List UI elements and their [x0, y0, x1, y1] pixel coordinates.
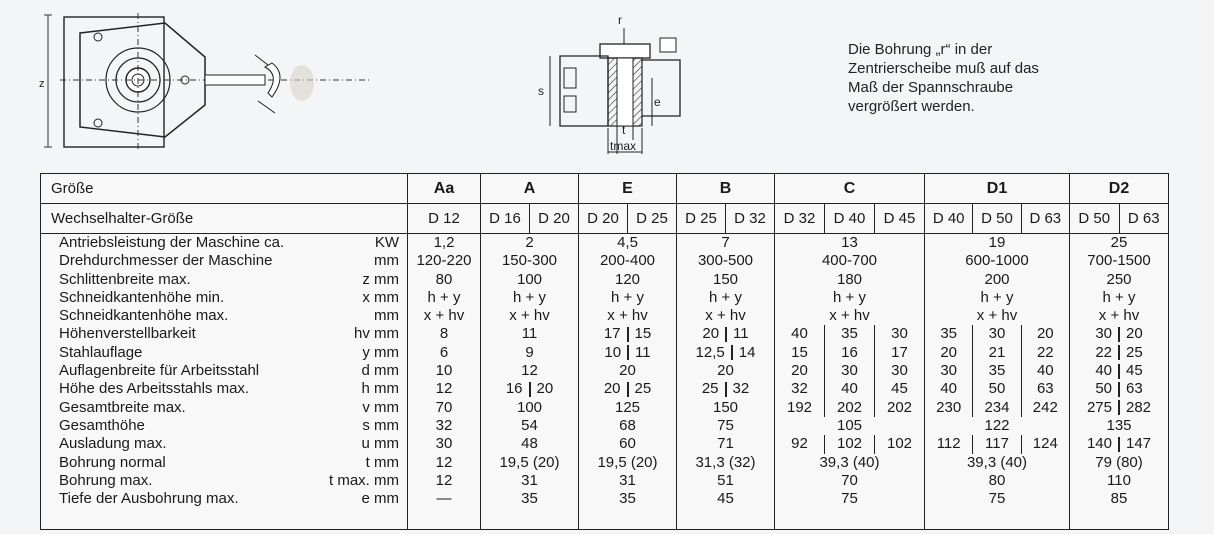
value-part: 17: [874, 344, 924, 362]
value-cell: 54: [521, 416, 538, 434]
size-column-a: [481, 234, 579, 530]
size-header-cell: Aa: [408, 174, 481, 204]
holder-size: D 20: [538, 210, 570, 227]
value-separator: [731, 345, 733, 360]
value-part: 11: [635, 343, 651, 361]
value-cell: 35: [521, 490, 538, 508]
value-cell: 120-220: [416, 252, 472, 270]
holder-size: D 63: [1127, 210, 1160, 227]
value-cell: [925, 380, 1069, 398]
value-cell: [775, 399, 924, 417]
value-part: 30: [874, 362, 924, 380]
value-cell: 4,5: [617, 234, 638, 251]
value-cell: x + hv: [1098, 307, 1140, 325]
value-cell: 150-300: [501, 252, 558, 270]
t-dimension-label: t: [622, 123, 626, 137]
holder-size: D 45: [883, 210, 916, 227]
holder-cell: [481, 204, 579, 234]
row-unit: hv mm: [354, 325, 399, 343]
row-unit: mm: [374, 307, 399, 325]
value-cell: [1070, 435, 1168, 453]
holder-header-row: [41, 204, 1169, 234]
value-cell: 250: [1106, 270, 1132, 288]
row-unit: e mm: [361, 490, 399, 508]
value-cell: 300-500: [697, 252, 754, 270]
value-part: 30: [1095, 325, 1112, 343]
row-label: Drehdurchmesser der Maschine: [59, 252, 273, 270]
holder-cell: [775, 204, 925, 234]
size-column-aa: [408, 234, 481, 530]
value-part: 14: [738, 343, 756, 361]
value-part: 22: [1095, 343, 1112, 361]
value-part: 202: [824, 399, 874, 417]
value-part: 12,5: [695, 343, 725, 361]
value-cell: 71: [717, 435, 734, 453]
value-cell: 30: [435, 435, 453, 453]
value-cell: 19,5 (20): [499, 453, 560, 471]
row-labels: [41, 234, 319, 508]
value-separator: [1118, 327, 1120, 342]
value-separator: [627, 382, 629, 397]
row-unit: t mm: [365, 453, 399, 471]
value-cell: 70: [435, 398, 453, 416]
value-part: 17: [603, 325, 621, 343]
value-cell: [1070, 344, 1168, 362]
value-separator: [1118, 345, 1120, 360]
value-cell: 25: [1110, 234, 1128, 251]
value-cell: [925, 399, 1069, 417]
holder-size: D 12: [428, 210, 460, 227]
value-cell: 200: [984, 270, 1010, 288]
row-unit: z mm: [362, 270, 399, 288]
note-line: Zentrierscheibe muß auf das: [848, 60, 1039, 77]
specification-table: [40, 173, 1169, 530]
value-cell: 20: [717, 362, 734, 380]
row-label: Auflagenbreite für Arbeitsstahl: [59, 362, 260, 380]
value-cell: h + y: [611, 288, 644, 306]
value-cell: 80: [988, 471, 1006, 489]
value-part: 32: [791, 380, 808, 398]
value-cell: 80: [435, 270, 453, 288]
size-column-d2: [1070, 234, 1169, 530]
row-unit: d mm: [361, 362, 399, 380]
holder-cell: [1070, 204, 1169, 234]
value-part: 282: [1126, 398, 1152, 416]
size-header-cell: C: [775, 174, 925, 204]
value-cell: [775, 344, 924, 362]
holder-size: D 50: [1070, 204, 1120, 233]
value-separator: [627, 345, 629, 360]
value-cell: 70: [841, 471, 858, 489]
value-cell: h + y: [980, 288, 1014, 306]
value-part: 20: [791, 362, 808, 380]
value-part: 192: [786, 398, 813, 416]
row-label: Höhe des Arbeitsstahls max.: [59, 380, 250, 398]
holder-size: D 50: [973, 204, 1021, 233]
row-label: Schneidkantenhöhe max.: [59, 307, 229, 325]
row-label: Bohrung normal: [59, 453, 166, 471]
spec-label-column: [41, 234, 408, 530]
row-label: Schlittenbreite max.: [59, 270, 191, 288]
value-part: 16: [505, 380, 523, 398]
size-header-cell: E: [579, 174, 677, 204]
size-header-cell: A: [481, 174, 579, 204]
value-part: 202: [874, 399, 924, 417]
value-cell: [579, 325, 676, 343]
value-cell: 39,3 (40): [966, 453, 1028, 471]
value-part: 40: [824, 380, 874, 398]
value-part: 117: [972, 435, 1020, 453]
value-part: 30: [940, 362, 957, 380]
row-label: Gesamthöhe: [59, 416, 145, 434]
row-unit: h mm: [361, 380, 399, 398]
value-cell: 68: [619, 416, 636, 434]
value-part: 25: [701, 380, 719, 398]
value-cell: 7: [721, 234, 730, 251]
value-cell: 12: [435, 380, 453, 398]
value-cell: 39,3 (40): [819, 453, 880, 471]
value-cell: [775, 435, 924, 453]
value-cell: 8: [439, 325, 449, 343]
value-separator: [1118, 400, 1120, 415]
value-cell: 100: [516, 398, 543, 416]
holder-size: D 16: [481, 204, 530, 233]
value-cell: [481, 380, 578, 398]
value-cell: [677, 380, 774, 398]
value-separator: [1118, 437, 1120, 452]
value-cell: h + y: [833, 288, 866, 306]
value-cell: 135: [1106, 416, 1132, 434]
value-part: 40: [791, 325, 808, 343]
row-unit: s mm: [362, 416, 399, 434]
value-cell: x + hv: [423, 307, 465, 325]
value-cell: 11: [521, 325, 538, 343]
row-units: [319, 234, 407, 508]
value-part: 30: [874, 325, 924, 343]
row-label: Höhenverstellbarkeit: [59, 325, 196, 343]
note-line: vergrößert werden.: [848, 98, 975, 115]
value-part: 92: [791, 435, 808, 453]
value-part: 230: [936, 398, 962, 416]
value-cell: 31,3 (32): [695, 453, 756, 471]
value-part: 275: [1086, 398, 1112, 416]
holder-size: D 20: [579, 204, 628, 233]
value-cell: 20: [619, 362, 636, 380]
value-cell: 12: [435, 453, 453, 471]
row-label: Schneidkantenhöhe min.: [59, 288, 225, 306]
holder-cell: [579, 204, 677, 234]
value-part: 45: [874, 380, 924, 398]
value-cell: 12: [435, 471, 453, 489]
value-cell: h + y: [513, 288, 546, 306]
value-part: 10: [604, 343, 622, 361]
value-cell: 45: [717, 490, 734, 508]
size-column-e: [579, 234, 677, 530]
value-cell: [925, 435, 1069, 453]
size-header-cell: D2: [1070, 174, 1169, 204]
value-cell: 6: [439, 343, 449, 361]
value-part: 25: [634, 380, 652, 398]
value-part: 20: [1021, 325, 1069, 343]
holder-cell: [925, 204, 1070, 234]
size-header-cell: B: [677, 174, 775, 204]
value-part: 234: [972, 399, 1020, 417]
value-cell: 12: [521, 362, 538, 380]
value-part: 63: [1021, 380, 1069, 398]
value-cell: 13: [841, 234, 858, 251]
s-dimension-label: s: [538, 84, 544, 98]
value-cell: 75: [841, 490, 858, 508]
value-cell: 35: [619, 490, 636, 508]
value-cell: 200-400: [599, 252, 656, 270]
value-cell: [925, 344, 1069, 362]
holder-cell: [677, 204, 775, 234]
value-cell: 125: [614, 398, 641, 416]
value-cell: x + hv: [509, 307, 550, 325]
value-cell: h + y: [427, 288, 461, 306]
value-cell: x + hv: [607, 307, 648, 325]
row-unit: mm: [374, 252, 399, 270]
value-part: 124: [1021, 435, 1069, 453]
e-dimension-label: e: [654, 95, 661, 109]
value-part: 112: [936, 435, 961, 453]
value-part: 32: [732, 380, 750, 398]
value-cell: 75: [717, 416, 734, 434]
r-dimension-label: r: [618, 13, 622, 27]
value-part: 147: [1126, 435, 1152, 453]
size-header-cell: D1: [925, 174, 1070, 204]
row-unit: KW: [374, 234, 399, 251]
value-cell: 51: [717, 471, 734, 489]
holder-header-label: Wechselhalter-Größe: [41, 204, 408, 234]
row-unit: t max. mm: [329, 471, 399, 489]
value-part: 50: [972, 380, 1020, 398]
row-label: Stahlauflage: [59, 343, 143, 361]
value-cell: 105: [836, 416, 863, 434]
value-cell: [677, 344, 774, 362]
row-unit: u mm: [361, 435, 399, 453]
value-part: 30: [824, 362, 874, 380]
value-cell: [1070, 362, 1168, 380]
value-cell: [925, 362, 1069, 380]
row-unit: y mm: [362, 343, 399, 361]
holder-cell: [408, 204, 481, 234]
row-label: Gesamtbreite max.: [59, 398, 186, 416]
row-unit: x mm: [362, 288, 399, 306]
note-line: Maß der Spannschraube: [848, 79, 1014, 96]
value-part: 35: [940, 325, 957, 343]
value-cell: [579, 344, 676, 362]
note-line: Die Bohrung „r“ in der: [848, 41, 993, 58]
row-label: Antriebsleistung der Maschine ca.: [59, 234, 285, 251]
value-cell: 85: [1110, 490, 1128, 508]
value-cell: 180: [836, 270, 863, 288]
value-part: 102: [874, 435, 924, 453]
value-separator: [725, 382, 727, 397]
value-cell: 79 (80): [1095, 453, 1143, 471]
holder-plan-drawing: [40, 5, 410, 155]
value-part: 30: [972, 325, 1020, 343]
value-cell: 9: [525, 343, 534, 361]
value-cell: 120: [614, 270, 641, 288]
value-cell: 2: [525, 234, 534, 251]
holder-size: D 25: [636, 210, 668, 227]
value-cell: [925, 325, 1069, 343]
value-cell: 48: [521, 435, 538, 453]
value-cell: 150: [712, 270, 739, 288]
holder-size: D 40: [825, 204, 875, 233]
size-column-c: [775, 234, 925, 530]
value-part: 20: [603, 380, 621, 398]
value-part: 20: [1126, 325, 1143, 343]
value-part: 35: [972, 362, 1020, 380]
value-cell: 31: [521, 471, 538, 489]
value-part: 20: [702, 325, 720, 343]
value-part: 25: [1126, 343, 1143, 361]
value-cell: [1070, 399, 1168, 417]
spec-body-row: [41, 234, 1169, 530]
value-cell: 60: [619, 435, 636, 453]
value-cell: 400-700: [821, 252, 878, 270]
value-part: 50: [1095, 380, 1112, 398]
value-cell: 150: [712, 398, 739, 416]
value-cell: [775, 380, 924, 398]
holder-size: D 25: [677, 204, 726, 233]
value-cell: x + hv: [829, 307, 870, 325]
value-part: 16: [824, 344, 874, 362]
value-cell: h + y: [709, 288, 742, 306]
value-cell: 31: [619, 471, 636, 489]
holder-size: D 40: [925, 204, 973, 233]
value-cell: 10: [435, 362, 453, 380]
value-part: 242: [1021, 399, 1069, 417]
value-cell: [1070, 325, 1168, 343]
value-separator: [1118, 382, 1120, 397]
tmax-dimension-label: tmax: [610, 139, 637, 153]
size-column-b: [677, 234, 775, 530]
value-separator: [1118, 364, 1120, 379]
value-cell: [1070, 380, 1168, 398]
row-label: Ausladung max.: [59, 435, 167, 453]
value-cell: [775, 362, 924, 380]
value-part: 21: [972, 344, 1020, 362]
holder-size: D 32: [734, 210, 766, 227]
value-cell: 32: [435, 416, 453, 434]
value-cell: 110: [1107, 471, 1131, 489]
value-cell: [677, 325, 774, 343]
value-part: 15: [634, 325, 652, 343]
value-part: 22: [1021, 344, 1069, 362]
size-header-label: Größe: [41, 174, 408, 204]
holder-size: D 63: [1029, 210, 1062, 227]
value-cell: h + y: [1102, 288, 1136, 306]
value-cell: [579, 380, 676, 398]
size-column-d1: [925, 234, 1070, 530]
holder-size: D 32: [775, 204, 825, 233]
value-cell: 1,2: [433, 234, 455, 251]
value-cell: 19,5 (20): [597, 453, 658, 471]
value-cell: 100: [516, 270, 543, 288]
row-label: Tiefe der Ausbohrung max.: [59, 490, 239, 508]
value-part: 11: [733, 325, 749, 343]
size-header-row: [41, 174, 1169, 204]
row-label: Bohrung max.: [59, 471, 153, 489]
value-part: 15: [791, 343, 808, 361]
value-cell: x + hv: [976, 307, 1018, 325]
value-separator: [529, 382, 531, 397]
value-part: 40: [940, 380, 957, 398]
value-part: 20: [940, 343, 957, 361]
value-part: 102: [824, 435, 874, 453]
value-cell: 75: [988, 490, 1006, 508]
value-part: 20: [536, 380, 554, 398]
value-part: 40: [1095, 362, 1112, 380]
value-cell: [775, 325, 924, 343]
value-part: 140: [1086, 435, 1112, 453]
value-part: 35: [824, 325, 874, 343]
value-separator: [627, 327, 629, 342]
value-part: 40: [1021, 362, 1069, 380]
z-dimension-label: z: [39, 78, 45, 90]
row-unit: v mm: [362, 398, 399, 416]
value-cell: 19: [988, 234, 1006, 251]
value-cell: 700-1500: [1087, 252, 1151, 270]
bore-note: [848, 40, 1168, 116]
cross-section-drawing: [530, 8, 700, 158]
value-cell: 600-1000: [965, 252, 1029, 270]
value-part: 45: [1126, 362, 1143, 380]
value-cell: —: [436, 490, 452, 508]
value-separator: [725, 327, 727, 342]
value-cell: x + hv: [705, 307, 746, 325]
value-part: 63: [1126, 380, 1143, 398]
value-cell: 122: [984, 416, 1010, 434]
